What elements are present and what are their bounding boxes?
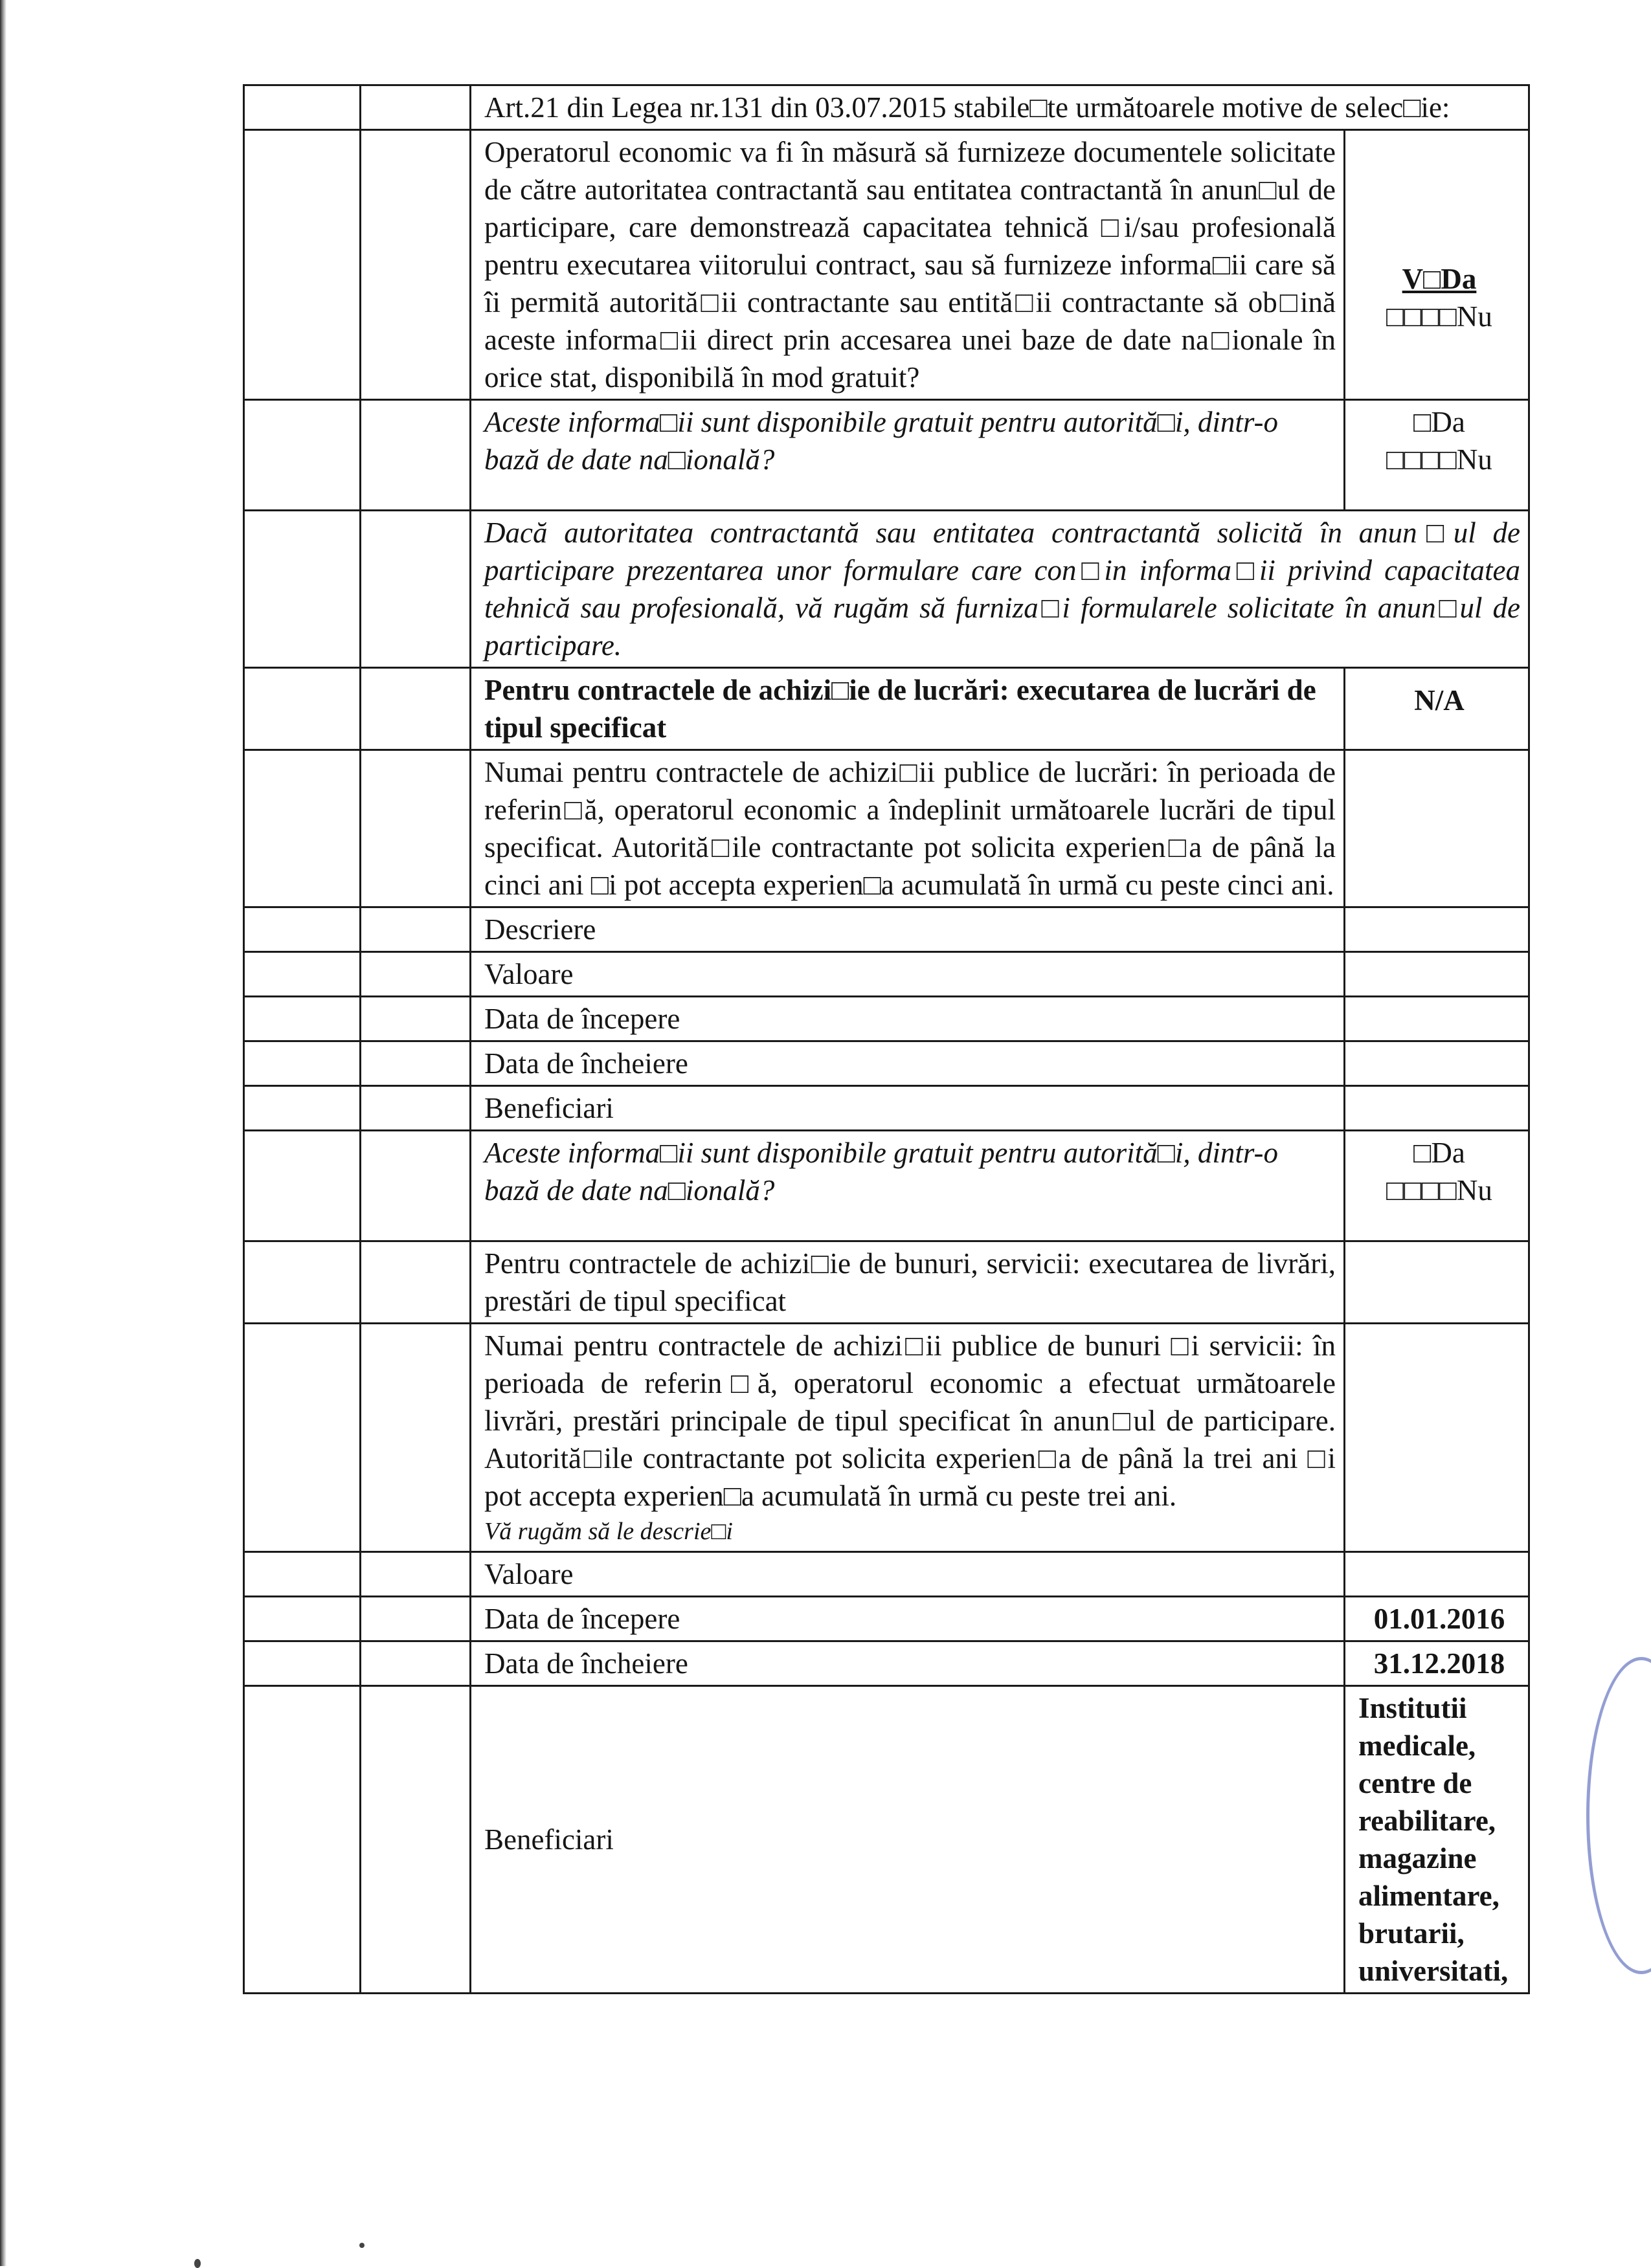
empty-cell bbox=[361, 1686, 471, 1994]
empty-cell bbox=[1345, 1324, 1529, 1552]
info-question-1: Aceste informa□ii sunt disponibile gratuit pentru autorită□i, dintr-o bază de date na□ională? bbox=[471, 400, 1345, 511]
table-row bbox=[244, 85, 1529, 130]
empty-cell bbox=[244, 130, 361, 400]
option-nu[interactable]: □□□□Nu bbox=[1386, 300, 1492, 333]
info-question-2: Aceste informa□ii sunt disponibile gratuit pentru autorită□i, dintr-o bază de date na□ională? bbox=[471, 1131, 1345, 1241]
table-row bbox=[244, 1686, 1529, 1994]
empty-cell bbox=[244, 997, 361, 1041]
bunuri-desc-cell bbox=[471, 1324, 1345, 1552]
empty-cell bbox=[244, 1241, 361, 1324]
table-row bbox=[244, 997, 1529, 1041]
empty-cell bbox=[1345, 1552, 1529, 1597]
table-row bbox=[244, 1241, 1529, 1324]
empty-cell bbox=[361, 1552, 471, 1597]
empty-cell bbox=[1345, 1241, 1529, 1324]
empty-cell bbox=[361, 668, 471, 750]
empty-cell bbox=[244, 1086, 361, 1131]
table-row bbox=[244, 750, 1529, 907]
table-row bbox=[244, 952, 1529, 997]
table-row bbox=[244, 1086, 1529, 1131]
empty-cell bbox=[244, 668, 361, 750]
bunuri-title: Pentru contractele de achizi□ie de bunuri, servicii: executarea de livrări, prestări de tipul specificat bbox=[471, 1241, 1345, 1324]
bunuri-description: Numai pentru contractele de achizi□ii publice de bunuri □i servicii: în perioada de referin□ă, operatorul economic a efectuat următoarele livrări, prestări principale de tipul specificat în anun□ul de participare. Autorită□ile contractante pot solicita experien□a de până la trei ani □i pot accepta experien□a acumulată în urmă cu peste trei ani. bbox=[484, 1329, 1336, 1512]
table-row bbox=[244, 1552, 1529, 1597]
empty-cell bbox=[244, 952, 361, 997]
empty-cell bbox=[361, 997, 471, 1041]
data-incepere-value: 01.01.2016 bbox=[1345, 1597, 1529, 1641]
table-row bbox=[244, 511, 1529, 668]
empty-cell bbox=[244, 511, 361, 668]
lucrari-value: N/A bbox=[1345, 668, 1529, 750]
option-nu[interactable]: □□□□Nu bbox=[1386, 1174, 1492, 1206]
empty-cell bbox=[361, 130, 471, 400]
empty-cell bbox=[361, 400, 471, 511]
info-answer-cell-1 bbox=[1345, 400, 1529, 511]
empty-cell bbox=[244, 1552, 361, 1597]
empty-cell bbox=[1345, 750, 1529, 907]
empty-cell bbox=[244, 907, 361, 952]
empty-cell bbox=[361, 907, 471, 952]
valoare-label: Valoare bbox=[471, 1552, 1345, 1597]
data-incheiere-value: 31.12.2018 bbox=[1345, 1641, 1529, 1686]
table-row bbox=[244, 1324, 1529, 1552]
empty-cell bbox=[361, 1324, 471, 1552]
valoare-label: Valoare bbox=[471, 952, 1345, 997]
scan-speck bbox=[194, 2259, 201, 2268]
daca-note: Dacă autoritatea contractantă sau entitatea contractantă solicită în anun□ul de participare prezentarea unor formulare care con□in informa□ii privind capacitatea tehnică sau profesională, vă rugăm să furniza□i formularele solicitate în anun□ul de participare. bbox=[471, 511, 1529, 668]
empty-cell bbox=[361, 1041, 471, 1086]
empty-cell bbox=[361, 1641, 471, 1686]
empty-cell bbox=[244, 1641, 361, 1686]
capacity-form-table bbox=[243, 84, 1530, 1994]
scan-speck bbox=[359, 2243, 365, 2248]
empty-cell bbox=[244, 1686, 361, 1994]
empty-cell bbox=[244, 1324, 361, 1552]
option-da[interactable]: □Da bbox=[1413, 406, 1465, 438]
table-row bbox=[244, 1131, 1529, 1241]
table-row bbox=[244, 668, 1529, 750]
empty-cell bbox=[1345, 997, 1529, 1041]
empty-cell bbox=[361, 750, 471, 907]
info-answer-cell-2 bbox=[1345, 1131, 1529, 1241]
beneficiari-label: Beneficiari bbox=[471, 1086, 1345, 1131]
empty-cell bbox=[361, 511, 471, 668]
option-da[interactable]: □Da bbox=[1413, 1137, 1465, 1169]
option-nu[interactable]: □□□□Nu bbox=[1386, 443, 1492, 476]
empty-cell bbox=[244, 1597, 361, 1641]
data-incheiere-label: Data de încheiere bbox=[471, 1041, 1345, 1086]
data-incepere-label: Data de începere bbox=[471, 1597, 1345, 1641]
table-row bbox=[244, 400, 1529, 511]
empty-cell bbox=[1345, 907, 1529, 952]
empty-cell bbox=[1345, 952, 1529, 997]
beneficiari-value: Institutii medicale, centre de reabilitare, magazine alimentare, brutarii, universitati, bbox=[1345, 1686, 1529, 1994]
empty-cell bbox=[1345, 1086, 1529, 1131]
beneficiari-label: Beneficiari bbox=[471, 1686, 1345, 1994]
stamp-seal bbox=[1586, 1657, 1651, 1974]
table-row bbox=[244, 1041, 1529, 1086]
lucrari-description: Numai pentru contractele de achizi□ii publice de lucrări: în perioada de referin□ă, operatorul economic a îndeplinit următoarele lucrări de tipul specificat. Autorită□ile contractante pot solicita experien□a de până la cinci ani □i pot accepta experien□a acumulată în urmă cu peste cinci ani. bbox=[471, 750, 1345, 907]
empty-cell bbox=[361, 952, 471, 997]
option-da-checked[interactable]: V□Da bbox=[1402, 263, 1477, 295]
table-row bbox=[244, 1597, 1529, 1641]
empty-cell bbox=[1345, 1041, 1529, 1086]
scan-page-edge bbox=[0, 0, 6, 2266]
operator-question: Operatorul economic va fi în măsură să furnizeze documentele solicitate de către autoritatea contractantă sau entitatea contractantă în anun□ul de participare, care demonstrează capacitatea tehnică □i/sau profesională pentru executarea viitorului contract, sau să furnizeze informa□ii care să îi permită autorită□ii contractante sau entită□ii contractante să ob□ină aceste informa□ii direct prin accesarea unei baze de date na□ionale în orice stat, disponibilă în mod gratuit? bbox=[471, 130, 1345, 400]
data-incheiere-label: Data de încheiere bbox=[471, 1641, 1345, 1686]
operator-answer-cell bbox=[1345, 130, 1529, 400]
table-row bbox=[244, 1641, 1529, 1686]
empty-cell bbox=[361, 1241, 471, 1324]
lucrari-title: Pentru contractele de achizi□ie de lucrări: executarea de lucrări de tipul specificat bbox=[471, 668, 1345, 750]
empty-cell bbox=[361, 1131, 471, 1241]
empty-cell bbox=[244, 400, 361, 511]
empty-cell bbox=[361, 85, 471, 130]
empty-cell bbox=[361, 1597, 471, 1641]
descriere-label: Descriere bbox=[471, 907, 1345, 952]
empty-cell bbox=[244, 1041, 361, 1086]
empty-cell bbox=[244, 750, 361, 907]
table-row bbox=[244, 130, 1529, 400]
empty-cell bbox=[244, 85, 361, 130]
bunuri-note: Vă rugăm să le descrie□i bbox=[484, 1518, 733, 1545]
data-incepere-label: Data de începere bbox=[471, 997, 1345, 1041]
empty-cell bbox=[361, 1086, 471, 1131]
table-row bbox=[244, 907, 1529, 952]
art21-text: Art.21 din Legea nr.131 din 03.07.2015 stabile□te următoarele motive de selec□ie: bbox=[471, 85, 1529, 130]
empty-cell bbox=[244, 1131, 361, 1241]
